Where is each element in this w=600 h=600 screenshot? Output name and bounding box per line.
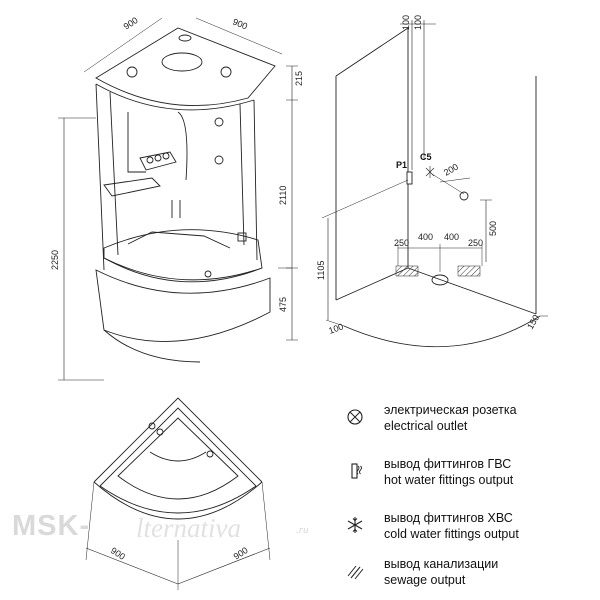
legend-label-ru: вывод фиттингов ГВС [384, 457, 512, 471]
dim-total-height: 2250 [50, 249, 60, 270]
dim-top-depth: 900 [121, 15, 140, 32]
legend-label-en: cold water fittings output [384, 527, 519, 541]
dim-riser-a: 100 [401, 14, 411, 30]
dim-pipe-left-2: 400 [418, 232, 434, 242]
dim-roof-height: 215 [294, 70, 304, 86]
legend-text [384, 510, 519, 542]
legend-label-en: electrical outlet [384, 419, 468, 433]
dim-pipe-right-2: 250 [468, 238, 484, 248]
legend-item-cold-water [342, 506, 592, 546]
watermark-script: lternativa [136, 513, 241, 543]
legend-label-en: sewage output [384, 573, 466, 587]
legend-item-electrical-outlet [342, 398, 592, 438]
electrical-outlet-icon [346, 408, 364, 426]
dim-cabin-height: 2110 [278, 185, 288, 205]
legend-text [384, 556, 498, 588]
dim-pipe-left-1: 250 [394, 238, 410, 248]
sewage-icon [346, 562, 364, 580]
hot-water-icon [346, 462, 364, 480]
legend-label-ru: электрическая розетка [384, 403, 517, 417]
legend-text [384, 402, 517, 434]
legend-label-en: hot water fittings output [384, 473, 514, 487]
dim-plan-right: 900 [231, 545, 250, 562]
cabin-isometric-view [58, 18, 298, 380]
dim-tray-height: 475 [278, 296, 288, 312]
dim-pipe-right-1: 400 [444, 232, 460, 242]
legend-item-hot-water [342, 452, 592, 492]
dim-riser-b: 100 [413, 14, 423, 30]
legend-text [384, 456, 513, 488]
dim-outlet-offset: 200 [442, 161, 461, 178]
dim-outlet-height: 1105 [316, 260, 326, 280]
cabin-plan-view [86, 398, 270, 590]
label-p1: P1 [396, 160, 408, 170]
dim-floor-right: 150 [525, 312, 542, 331]
label-c5: C5 [420, 152, 432, 162]
dim-floor-left: 100 [327, 321, 345, 336]
legend-label-ru: вывод канализации [384, 557, 499, 571]
dim-plan-left: 900 [108, 545, 127, 562]
installation-corner-view [322, 20, 548, 347]
watermark-suffix: .ru [296, 524, 309, 536]
legend-item-sewage [342, 552, 592, 592]
cold-water-icon [346, 516, 364, 534]
watermark-brand: MSK- [12, 510, 91, 542]
legend-label-ru: вывод фиттингов ХВС [384, 511, 513, 525]
dim-top-width: 900 [231, 16, 249, 32]
dim-wall-height: 500 [488, 220, 498, 236]
